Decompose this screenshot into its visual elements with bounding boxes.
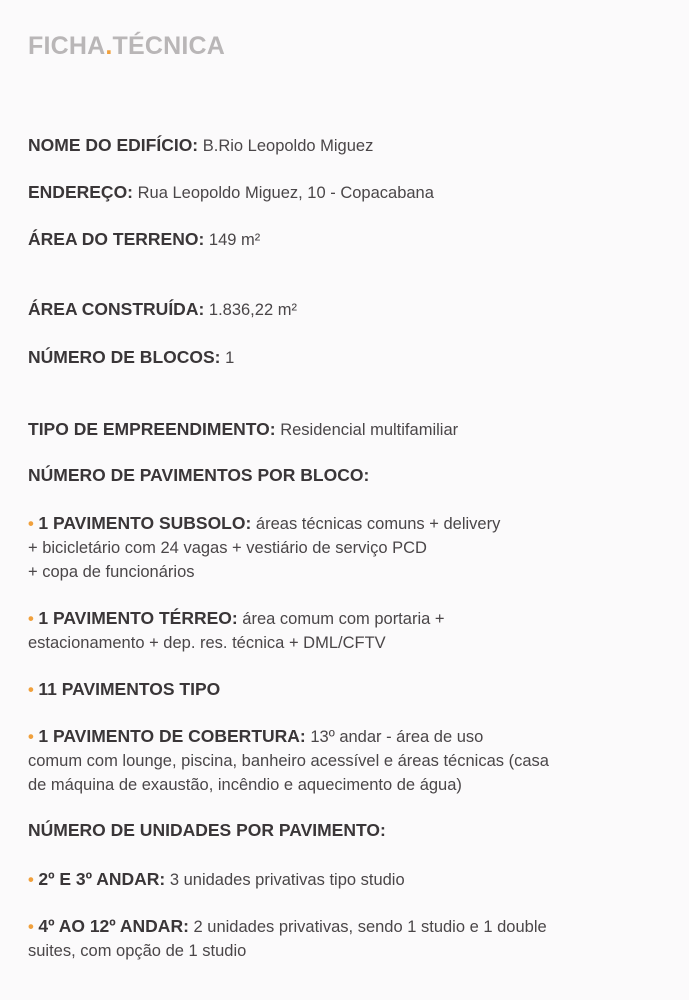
title-part2: TÉCNICA [112, 32, 226, 60]
item-text: 3 unidades privativas tipo studio [169, 871, 405, 889]
item-label: 2º E 3º ANDAR: [38, 869, 166, 889]
field-blocos [28, 345, 234, 370]
field-label: ÁREA CONSTRUÍDA: [28, 299, 205, 319]
field-label: ENDEREÇO: [28, 182, 134, 202]
item-label: 1 PAVIMENTO DE COBERTURA: [38, 726, 306, 746]
item-tipo [28, 677, 220, 702]
field-value: 149 m² [208, 231, 261, 249]
bullet-icon: • [28, 515, 34, 533]
item-text: + copa de funcionários [28, 563, 195, 581]
bullet-icon: • [28, 871, 34, 889]
page-title [28, 32, 225, 61]
item-text: área comum com portaria + [242, 610, 445, 628]
title-part1: FICHA [28, 32, 106, 60]
section-heading-pavimentos [28, 463, 369, 488]
item-subsolo [28, 511, 500, 584]
item-text: suites, com opção de 1 studio [28, 942, 247, 960]
bullet-icon: • [28, 681, 34, 699]
bullet-icon: • [28, 610, 34, 628]
bullet-icon: • [28, 918, 34, 936]
item-andar-2-3 [28, 867, 405, 892]
item-text: áreas técnicas comuns + delivery [255, 515, 501, 533]
field-value: 1.836,22 m² [208, 301, 297, 319]
field-area-construida [28, 297, 297, 322]
field-area-terreno [28, 227, 260, 252]
field-label: TIPO DE EMPREENDIMENTO: [28, 419, 276, 439]
item-text: comum com lounge, piscina, banheiro acessível e áreas técnicas (casa [28, 752, 549, 770]
field-value: B.Rio Leopoldo Miguez [202, 137, 374, 155]
item-text: 2 unidades privativas, sendo 1 studio e 1 double [193, 918, 547, 936]
field-nome [28, 133, 373, 158]
item-andar-4-12 [28, 914, 547, 963]
item-text: + bicicletário com 24 vagas + vestiário de serviço PCD [28, 539, 427, 557]
bullet-icon: • [28, 728, 34, 746]
field-value: Residencial multifamiliar [280, 421, 459, 439]
field-endereco [28, 180, 434, 205]
section-heading: NÚMERO DE PAVIMENTOS POR BLOCO: [28, 465, 370, 485]
title-dot: . [105, 32, 113, 60]
item-terreo [28, 606, 445, 655]
item-label: 4º AO 12º ANDAR: [38, 916, 189, 936]
section-heading: NÚMERO DE UNIDADES POR PAVIMENTO: [28, 820, 386, 840]
item-label: 1 PAVIMENTO TÉRREO: [38, 608, 238, 628]
item-text: estacionamento + dep. res. técnica + DML/CFTV [28, 634, 386, 652]
item-text: de máquina de exaustão, incêndio e aquecimento de água) [28, 776, 462, 794]
item-label: 1 PAVIMENTO SUBSOLO: [38, 513, 252, 533]
field-tipo [28, 417, 458, 442]
field-label: ÁREA DO TERRENO: [28, 229, 205, 249]
item-text: 13º andar - área de uso [310, 728, 484, 746]
field-value: Rua Leopoldo Miguez, 10 - Copacabana [137, 184, 434, 202]
field-label: NÚMERO DE BLOCOS: [28, 347, 221, 367]
field-value: 1 [225, 349, 235, 367]
section-heading-unidades [28, 818, 386, 843]
item-cobertura [28, 724, 549, 797]
field-label: NOME DO EDIFÍCIO: [28, 135, 199, 155]
item-label: 11 PAVIMENTOS TIPO [38, 679, 221, 699]
